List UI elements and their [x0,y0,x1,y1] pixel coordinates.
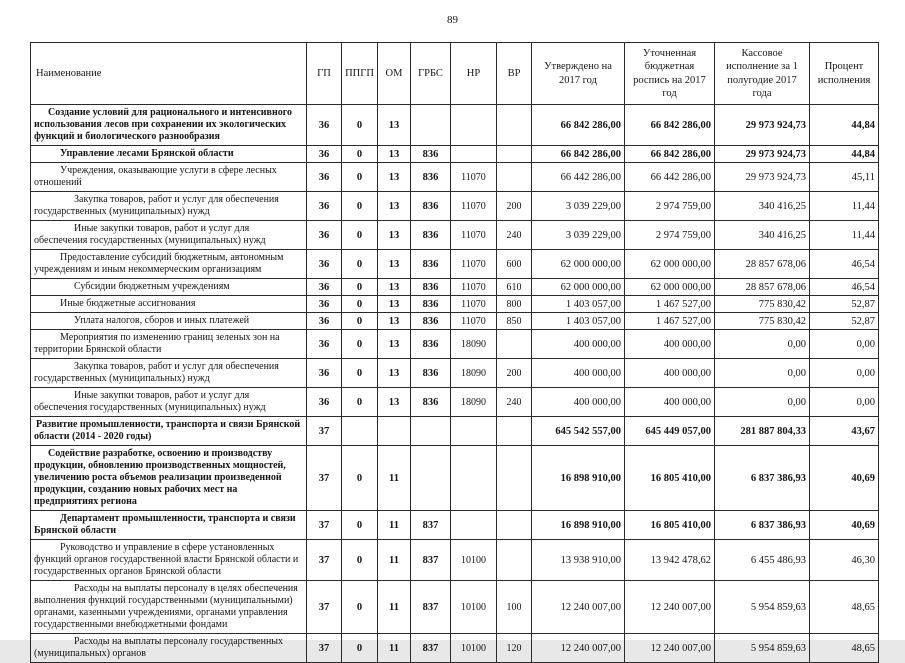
table-row [31,330,879,359]
cell-nr: 18090 [451,388,497,417]
cell-approved: 3 039 229,00 [532,192,625,221]
cell-ppgp: 0 [342,221,378,250]
col-header-om: ОМ [378,43,411,105]
cell-approved: 66 842 286,00 [532,146,625,163]
col-header-approved: Утверждено на 2017 год [532,43,625,105]
cell-ppgp: 0 [342,146,378,163]
cell-om: 13 [378,250,411,279]
cell-approved: 3 039 229,00 [532,221,625,250]
cell-percent: 40,69 [810,446,879,511]
cell-nr [451,146,497,163]
cell-name: Департамент промышленности, транспорта и связи Брянской области [31,511,307,540]
cell-nr [451,511,497,540]
cell-vr: 200 [497,359,532,388]
cell-grbs [411,417,451,446]
cell-om: 11 [378,634,411,663]
cell-approved: 13 938 910,00 [532,540,625,581]
cell-updated: 13 942 478,62 [625,540,715,581]
cell-gp: 37 [307,540,342,581]
table-row [31,634,879,663]
table-row [31,279,879,296]
cell-grbs: 836 [411,163,451,192]
cell-percent: 0,00 [810,359,879,388]
col-header-updated: Уточненная бюджетная роспись на 2017 год [625,43,715,105]
cell-grbs: 836 [411,146,451,163]
cell-ppgp: 0 [342,163,378,192]
cell-cash: 28 857 678,06 [715,250,810,279]
cell-approved: 16 898 910,00 [532,511,625,540]
cell-ppgp: 0 [342,388,378,417]
cell-nr [451,417,497,446]
col-header-name: Наименование [31,43,307,105]
cell-updated: 12 240 007,00 [625,634,715,663]
cell-vr: 600 [497,250,532,279]
col-header-percent: Процент исполнения [810,43,879,105]
cell-gp: 37 [307,511,342,540]
cell-om: 13 [378,163,411,192]
cell-om: 11 [378,511,411,540]
cell-nr [451,105,497,146]
cell-percent: 52,87 [810,296,879,313]
cell-updated: 16 805 410,00 [625,511,715,540]
cell-percent: 44,84 [810,105,879,146]
cell-nr: 18090 [451,330,497,359]
cell-nr: 18090 [451,359,497,388]
table-row [31,511,879,540]
cell-om: 13 [378,146,411,163]
cell-approved: 12 240 007,00 [532,634,625,663]
cell-updated: 2 974 759,00 [625,192,715,221]
cell-approved: 645 542 557,00 [532,417,625,446]
cell-approved: 12 240 007,00 [532,581,625,634]
cell-name: Иные закупки товаров, работ и услуг для обеспечения государственных (муниципальных) нужд [31,388,307,417]
cell-vr: 240 [497,221,532,250]
table-row [31,296,879,313]
col-header-gp: ГП [307,43,342,105]
cell-cash: 775 830,42 [715,313,810,330]
cell-nr: 11070 [451,221,497,250]
cell-om: 13 [378,313,411,330]
cell-vr: 240 [497,388,532,417]
cell-percent: 11,44 [810,192,879,221]
cell-gp: 36 [307,388,342,417]
cell-updated: 400 000,00 [625,388,715,417]
cell-vr [497,446,532,511]
cell-gp: 37 [307,581,342,634]
cell-ppgp: 0 [342,446,378,511]
header-row [31,43,879,105]
cell-grbs: 836 [411,359,451,388]
col-header-vr: ВР [497,43,532,105]
table-row [31,388,879,417]
cell-vr [497,540,532,581]
cell-percent: 11,44 [810,221,879,250]
cell-name: Развитие промышленности, транспорта и связи Брянской области (2014 - 2020 годы) [31,417,307,446]
cell-name: Закупка товаров, работ и услуг для обеспечения государственных (муниципальных) нужд [31,359,307,388]
cell-updated: 400 000,00 [625,330,715,359]
cell-percent: 46,54 [810,279,879,296]
cell-percent: 48,65 [810,634,879,663]
cell-nr: 11070 [451,313,497,330]
cell-gp: 36 [307,146,342,163]
cell-gp: 37 [307,417,342,446]
cell-approved: 66 442 286,00 [532,163,625,192]
cell-nr [451,446,497,511]
cell-grbs: 837 [411,581,451,634]
cell-grbs: 836 [411,221,451,250]
cell-percent: 43,67 [810,417,879,446]
cell-cash: 6 837 386,93 [715,446,810,511]
cell-grbs [411,446,451,511]
cell-vr: 800 [497,296,532,313]
cell-nr: 11070 [451,296,497,313]
cell-name: Создание условий для рационального и интенсивного использования лесов при сохранении их экологических функций и биологического разнообразия [31,105,307,146]
cell-updated: 1 467 527,00 [625,296,715,313]
cell-gp: 37 [307,446,342,511]
budget-table [30,42,879,663]
cell-om: 13 [378,388,411,417]
table-body [31,105,879,663]
cell-vr: 850 [497,313,532,330]
cell-nr: 11070 [451,279,497,296]
cell-percent: 45,11 [810,163,879,192]
cell-gp: 36 [307,296,342,313]
cell-gp: 36 [307,250,342,279]
cell-om: 13 [378,296,411,313]
cell-ppgp: 0 [342,511,378,540]
cell-om: 13 [378,279,411,296]
cell-updated: 66 442 286,00 [625,163,715,192]
cell-vr: 610 [497,279,532,296]
cell-approved: 400 000,00 [532,330,625,359]
cell-name: Расходы на выплаты персоналу в целях обеспечения выполнения функций государственными (муниципальными) органами, казенными учреждениями, органами управления государственными внебюджетными фондами [31,581,307,634]
table-row [31,221,879,250]
cell-updated: 16 805 410,00 [625,446,715,511]
cell-om: 13 [378,105,411,146]
cell-cash: 6 837 386,93 [715,511,810,540]
cell-vr [497,146,532,163]
cell-gp: 36 [307,221,342,250]
cell-nr: 10100 [451,540,497,581]
cell-gp: 36 [307,163,342,192]
cell-gp: 36 [307,279,342,296]
cell-updated: 12 240 007,00 [625,581,715,634]
cell-approved: 400 000,00 [532,359,625,388]
cell-ppgp: 0 [342,192,378,221]
cell-ppgp: 0 [342,105,378,146]
cell-approved: 16 898 910,00 [532,446,625,511]
cell-updated: 66 842 286,00 [625,146,715,163]
cell-vr: 100 [497,581,532,634]
col-header-grbs: ГРБС [411,43,451,105]
cell-grbs: 837 [411,511,451,540]
cell-name: Руководство и управление в сфере установленных функций органов государственной власти Брянской области и государственных органов Брянской области [31,540,307,581]
cell-cash: 340 416,25 [715,192,810,221]
cell-om [378,417,411,446]
cell-om: 11 [378,446,411,511]
cell-vr: 120 [497,634,532,663]
cell-grbs: 836 [411,388,451,417]
cell-vr [497,330,532,359]
cell-name: Закупка товаров, работ и услуг для обеспечения государственных (муниципальных) нужд [31,192,307,221]
cell-ppgp: 0 [342,250,378,279]
table-row [31,105,879,146]
cell-approved: 1 403 057,00 [532,296,625,313]
cell-om: 11 [378,540,411,581]
cell-approved: 62 000 000,00 [532,279,625,296]
cell-cash: 5 954 859,63 [715,581,810,634]
cell-updated: 62 000 000,00 [625,279,715,296]
cell-nr: 11070 [451,192,497,221]
cell-ppgp: 0 [342,581,378,634]
cell-vr [497,163,532,192]
cell-grbs [411,105,451,146]
cell-grbs: 837 [411,634,451,663]
cell-percent: 46,30 [810,540,879,581]
cell-updated: 2 974 759,00 [625,221,715,250]
col-header-cash: Кассовое исполнение за 1 полугодие 2017 года [715,43,810,105]
cell-gp: 36 [307,105,342,146]
cell-gp: 36 [307,330,342,359]
table-row [31,146,879,163]
cell-name: Расходы на выплаты персоналу государственных (муниципальных) органов [31,634,307,663]
cell-cash: 29 973 924,73 [715,146,810,163]
cell-name: Управление лесами Брянской области [31,146,307,163]
cell-vr [497,105,532,146]
cell-ppgp: 0 [342,296,378,313]
cell-gp: 36 [307,192,342,221]
table-row [31,313,879,330]
cell-nr: 11070 [451,250,497,279]
cell-grbs: 836 [411,192,451,221]
cell-percent: 0,00 [810,330,879,359]
cell-cash: 29 973 924,73 [715,105,810,146]
table-row [31,192,879,221]
cell-grbs: 836 [411,330,451,359]
cell-updated: 400 000,00 [625,359,715,388]
cell-grbs: 836 [411,296,451,313]
cell-updated: 1 467 527,00 [625,313,715,330]
cell-ppgp: 0 [342,359,378,388]
cell-cash: 340 416,25 [715,221,810,250]
table-row [31,250,879,279]
cell-percent: 0,00 [810,388,879,417]
table-row [31,163,879,192]
cell-name: Учреждения, оказывающие услуги в сфере лесных отношений [31,163,307,192]
cell-updated: 62 000 000,00 [625,250,715,279]
cell-gp: 36 [307,313,342,330]
table-row [31,446,879,511]
cell-percent: 44,84 [810,146,879,163]
cell-name: Содействие разработке, освоению и производству продукции, обновлению производственных мощностей, увеличению роста объемов реализации произведенной продукции, созданию новых рабочих мест на предприятиях региона [31,446,307,511]
cell-vr: 200 [497,192,532,221]
cell-om: 13 [378,330,411,359]
table-row [31,417,879,446]
cell-percent: 46,54 [810,250,879,279]
cell-vr [497,511,532,540]
cell-cash: 29 973 924,73 [715,163,810,192]
cell-ppgp: 0 [342,330,378,359]
cell-percent: 40,69 [810,511,879,540]
cell-name: Иные бюджетные ассигнования [31,296,307,313]
cell-ppgp: 0 [342,313,378,330]
cell-nr: 10100 [451,581,497,634]
cell-om: 13 [378,192,411,221]
cell-approved: 1 403 057,00 [532,313,625,330]
cell-cash: 0,00 [715,330,810,359]
cell-vr [497,417,532,446]
cell-cash: 28 857 678,06 [715,279,810,296]
cell-ppgp: 0 [342,634,378,663]
col-header-nr: НР [451,43,497,105]
cell-approved: 400 000,00 [532,388,625,417]
cell-ppgp [342,417,378,446]
cell-grbs: 836 [411,250,451,279]
cell-grbs: 836 [411,279,451,296]
cell-gp: 36 [307,359,342,388]
table-row [31,540,879,581]
cell-ppgp: 0 [342,279,378,296]
cell-approved: 62 000 000,00 [532,250,625,279]
cell-percent: 52,87 [810,313,879,330]
table-row [31,581,879,634]
cell-gp: 37 [307,634,342,663]
cell-cash: 6 455 486,93 [715,540,810,581]
cell-cash: 281 887 804,33 [715,417,810,446]
cell-cash: 5 954 859,63 [715,634,810,663]
cell-percent: 48,65 [810,581,879,634]
cell-name: Мероприятия по изменению границ зеленых зон на территории Брянской области [31,330,307,359]
cell-updated: 645 449 057,00 [625,417,715,446]
cell-nr: 11070 [451,163,497,192]
cell-name: Иные закупки товаров, работ и услуг для обеспечения государственных (муниципальных) нужд [31,221,307,250]
page-number: 89 [447,14,458,26]
cell-ppgp: 0 [342,540,378,581]
cell-om: 11 [378,581,411,634]
cell-name: Предоставление субсидий бюджетным, автономным учреждениям и иным некоммерческим организациям [31,250,307,279]
cell-cash: 0,00 [715,388,810,417]
table-row [31,359,879,388]
cell-approved: 66 842 286,00 [532,105,625,146]
cell-om: 13 [378,359,411,388]
cell-name: Уплата налогов, сборов и иных платежей [31,313,307,330]
cell-updated: 66 842 286,00 [625,105,715,146]
cell-nr: 10100 [451,634,497,663]
cell-grbs: 837 [411,540,451,581]
cell-om: 13 [378,221,411,250]
table-header [31,43,879,105]
cell-grbs: 836 [411,313,451,330]
cell-cash: 775 830,42 [715,296,810,313]
cell-name: Субсидии бюджетным учреждениям [31,279,307,296]
col-header-ppgp: ППГП [342,43,378,105]
cell-cash: 0,00 [715,359,810,388]
